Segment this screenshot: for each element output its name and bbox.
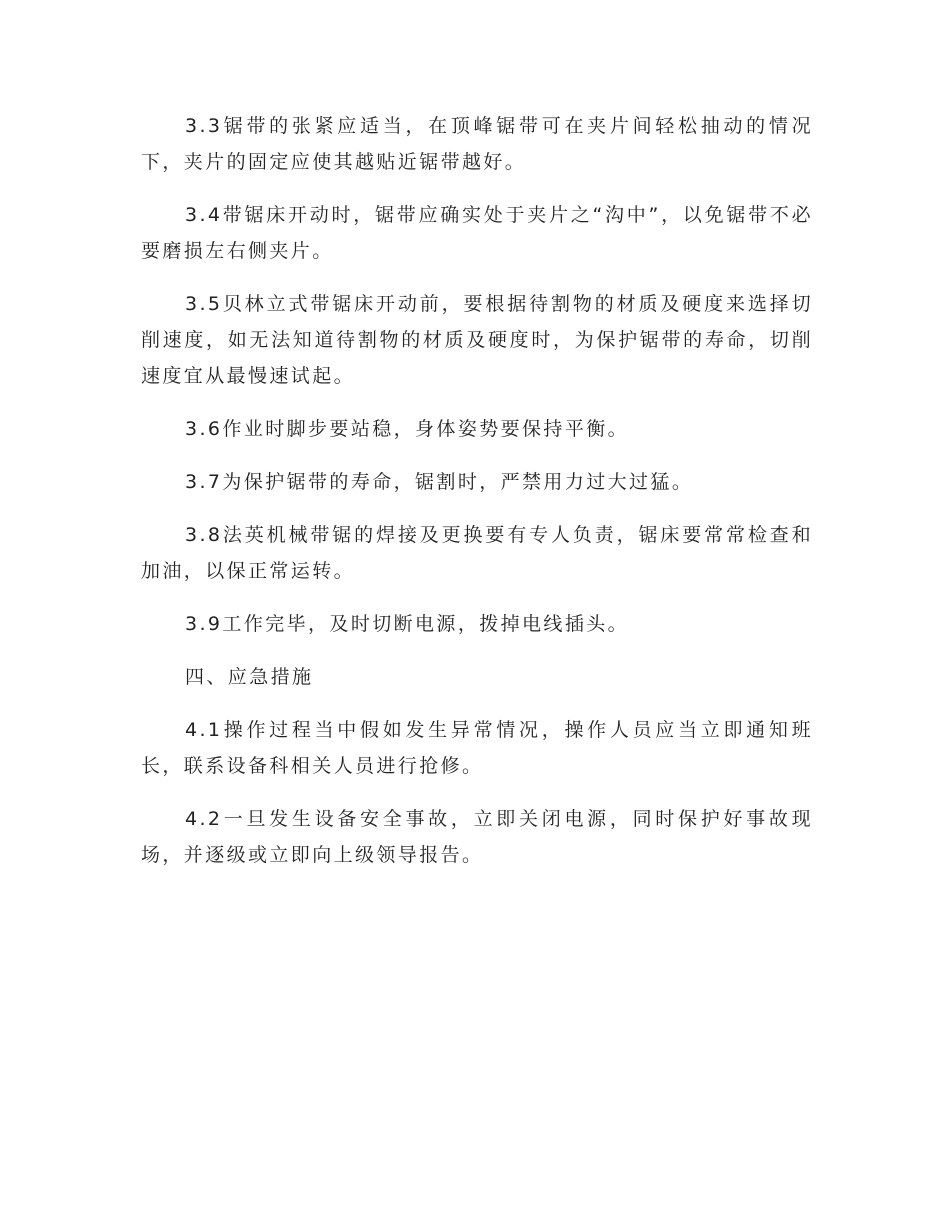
paragraph-3-3: 3.3锯带的张紧应适当，在顶峰锯带可在夹片间轻松抽动的情况下，夹片的固定应使其越贴近锯带越好。 (141, 115, 813, 173)
document-body (141, 108, 813, 890)
paragraph-3-9: 3.9工作完毕，及时切断电源，拨掉电线插头。 (185, 613, 630, 635)
section-heading-emergency: 四、应急措施 (185, 666, 314, 688)
paragraph-3-7: 3.7为保护锯带的寿命，锯割时，严禁用力过大过猛。 (185, 471, 694, 493)
paragraph-4-1: 4.1操作过程当中假如发生异常情况，操作人员应当立即通知班长，联系设备科相关人员进行抢修。 (141, 719, 813, 777)
paragraph-3-5: 3.5贝林立式带锯床开动前，要根据待割物的材质及硬度来选择切削速度，如无法知道待割物的材质及硬度时，为保护锯带的寿命，切削速度宜从最慢速试起。 (141, 293, 813, 387)
paragraph-4-2: 4.2一旦发生设备安全事故，立即关闭电源，同时保护好事故现场，并逐级或立即向上级领导报告。 (141, 808, 813, 866)
paragraph-3-8: 3.8法英机械带锯的焊接及更换要有专人负责，锯床要常常检查和加油，以保正常运转。 (141, 524, 813, 582)
paragraph-3-6: 3.6作业时脚步要站稳，身体姿势要保持平衡。 (185, 418, 630, 440)
paragraph-3-4: 3.4带锯床开动时，锯带应确实处于夹片之“沟中”，以免锯带不必要磨损左右侧夹片。 (141, 204, 813, 262)
